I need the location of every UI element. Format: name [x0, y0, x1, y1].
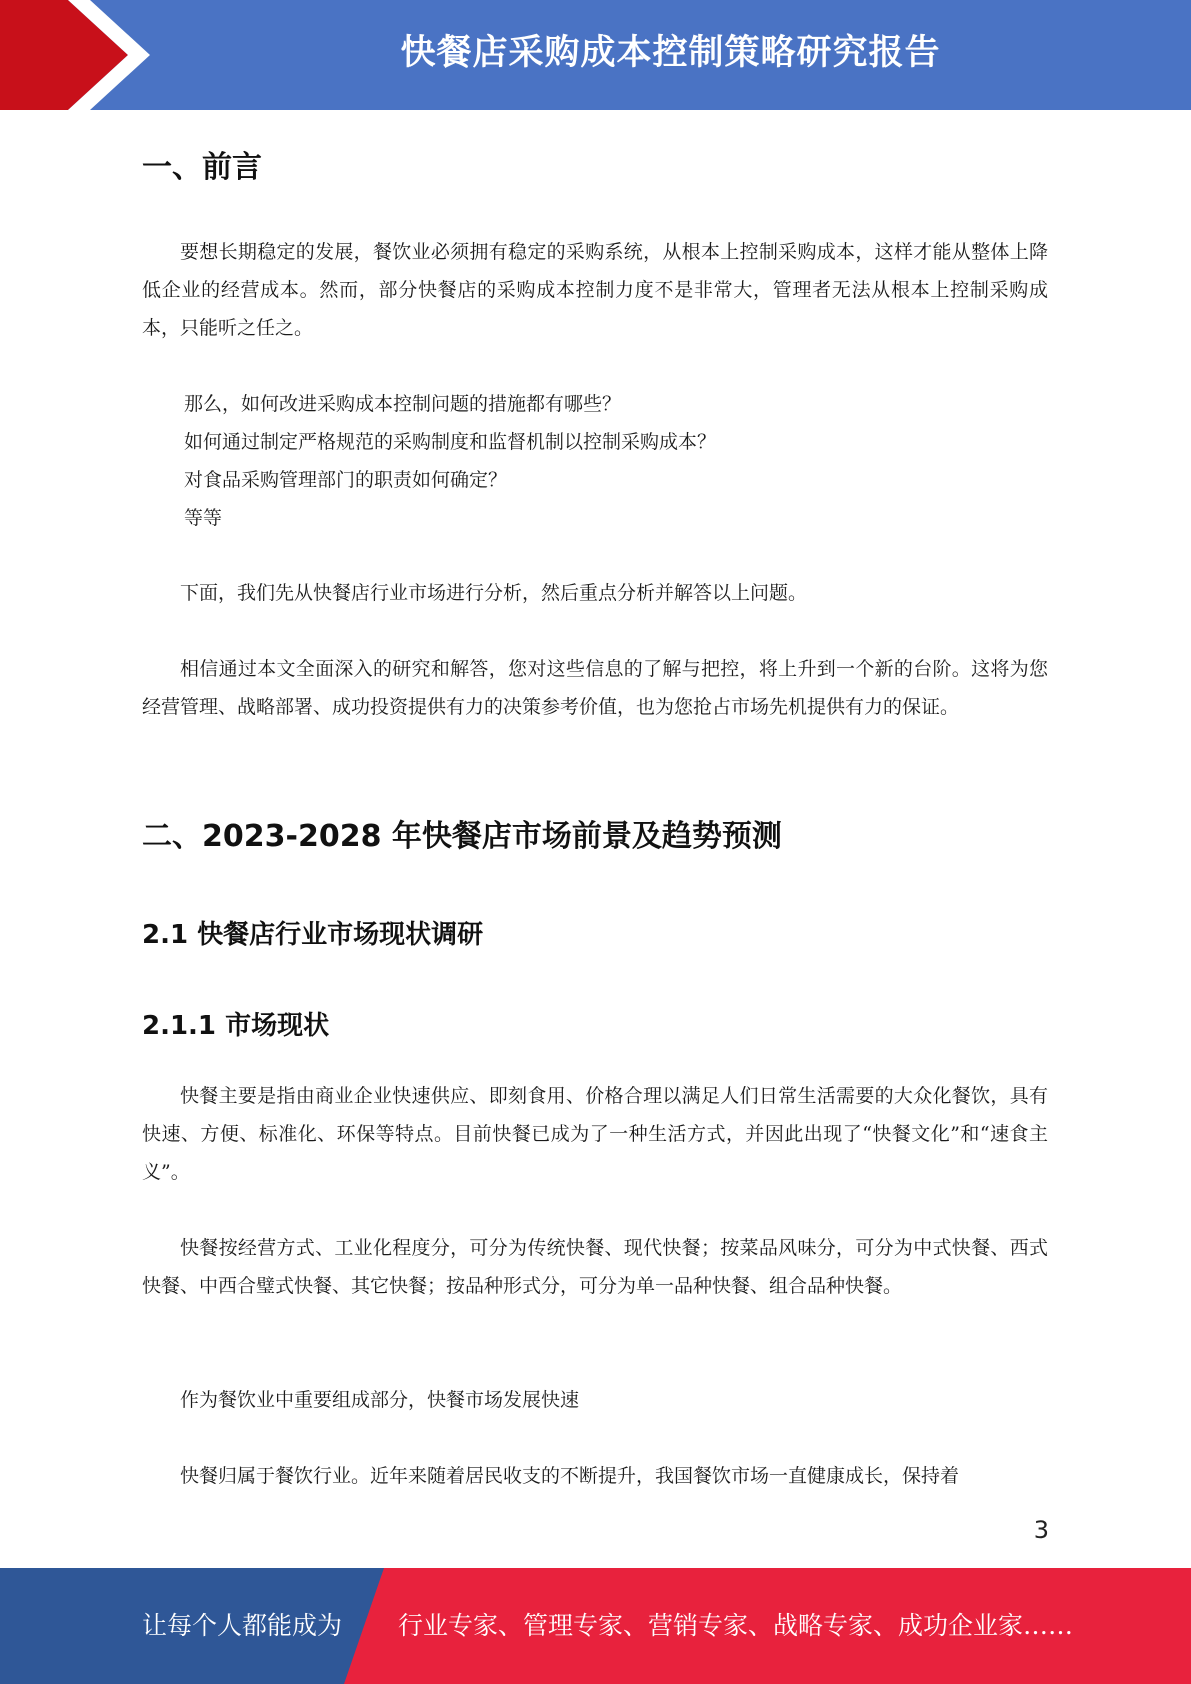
subsection-heading-2-1: 2.1 快餐店行业市场现状调研 [142, 920, 484, 950]
section-heading-market-forecast: 二、2023-2028 年快餐店市场前景及趋势预测 [142, 819, 782, 854]
market-paragraph-3: 作为餐饮业中重要组成部分，快餐市场发展快速 [180, 1389, 580, 1411]
foreword-paragraph-3: 相信通过本文全面深入的研究和解答，您对这些信息的了解与把控，将上升到一个新的台阶。这将为您经营管理、战略部署、成功投资提供有力的决策参考价值，也为您抢占市场先机提供有力的保证。 [142, 658, 1048, 718]
list-item: 等等 [184, 507, 223, 529]
list-item: 那么，如何改进采购成本控制问题的措施都有哪些？ [184, 393, 622, 415]
document-title: 快餐店采购成本控制策略研究报告 [400, 33, 941, 73]
subsection-heading-2-1-1: 2.1.1 市场现状 [142, 1011, 330, 1041]
foreword-paragraph-1: 要想长期稳定的发展，餐饮业必须拥有稳定的采购系统，从根本上控制采购成本，这样才能从整体上降低企业的经营成本。然而，部分快餐店的采购成本控制力度不是非常大，管理者无法从根本上控制采购成本，只能听之任之。 [142, 241, 1048, 339]
footer-slogan-left: 让每个人都能成为 [142, 1611, 343, 1640]
list-item: 对食品采购管理部门的职责如何确定？ [184, 469, 508, 491]
page-number: 3 [1033, 1516, 1049, 1544]
question-list [184, 385, 716, 537]
section-heading-foreword: 一、前言 [142, 150, 262, 185]
header-banner [0, 0, 1191, 110]
market-paragraph-4: 快餐归属于餐饮行业。近年来随着居民收支的不断提升，我国餐饮市场一直健康成长，保持着 [180, 1465, 960, 1487]
header-arrow-decoration [0, 0, 160, 110]
list-item: 如何通过制定严格规范的采购制度和监督机制以控制采购成本？ [184, 431, 717, 453]
market-paragraph-2: 快餐按经营方式、工业化程度分，可分为传统快餐、现代快餐；按菜品风味分，可分为中式快餐、西式快餐、中西合璧式快餐、其它快餐；按品种形式分，可分为单一品种快餐、组合品种快餐。 [142, 1237, 1048, 1297]
footer-slogan-right: 行业专家、管理专家、营销专家、战略专家、成功企业家…… [398, 1611, 1074, 1640]
market-paragraph-1: 快餐主要是指由商业企业快速供应、即刻食用、价格合理以满足人们日常生活需要的大众化餐饮，具有快速、方便、标准化、环保等特点。目前快餐已成为了一种生活方式，并因此出现了“快餐文化”和“速食主义”。 [142, 1085, 1048, 1183]
footer-banner [0, 1568, 1191, 1684]
foreword-paragraph-2: 下面，我们先从快餐店行业市场进行分析，然后重点分析并解答以上问题。 [180, 582, 808, 604]
